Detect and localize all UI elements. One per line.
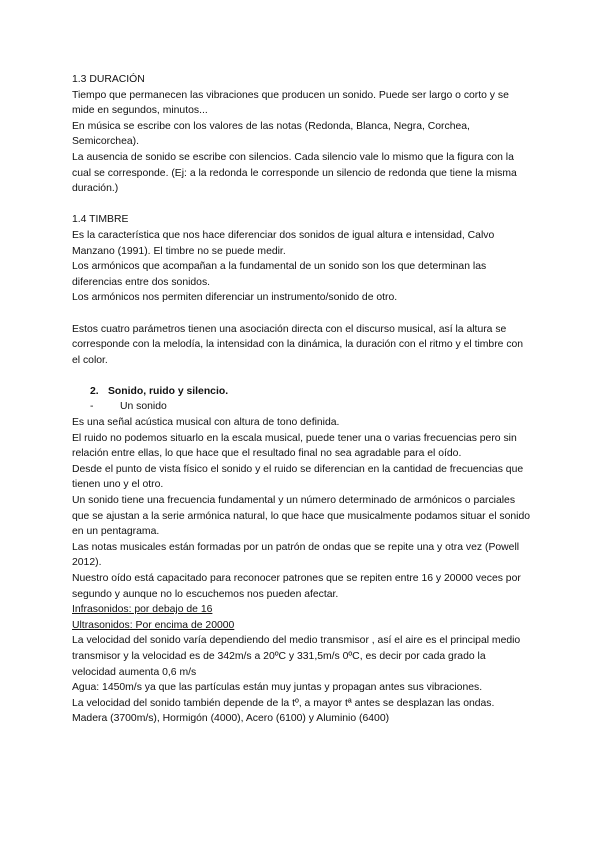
- paragraph: En música se escribe con los valores de las notas (Redonda, Blanca, Negra, Corchea, Semicorchea).: [72, 120, 470, 148]
- paragraph: El ruido no podemos situarlo en la escala musical, puede tener una o varias frecuencias pero sin relación entre ellas, lo que hace que el resultado final no sea agradable para el oído.: [72, 432, 517, 460]
- paragraph: La ausencia de sonido se escribe con silencios. Cada silencio vale lo mismo que la figura con la cual se corresponde. (Ej: a la redonda le corresponde un silencio de redonda que tiene la misma duración.): [72, 151, 517, 195]
- paragraph: Tiempo que permanecen las vibraciones que producen un sonido. Puede ser largo o corto y se mide en segundos, minutos...: [72, 89, 509, 117]
- paragraph: Es una señal acústica musical con altura de tono definida.: [72, 417, 340, 429]
- bullet-dash: -: [90, 401, 94, 413]
- paragraph: Agua: 1450m/s ya que las partículas están muy juntas y propagan antes sus vibraciones.: [72, 682, 483, 694]
- paragraph: Nuestro oído está capacitado para reconocer patrones que se repiten entre 16 y 20000 veces por segundo y aunque no lo escuchemos nos pueden afectar.: [72, 573, 521, 600]
- section-1-4-title: 1.4 TIMBRE: [72, 214, 129, 226]
- summary-paragraph: Estos cuatro parámetros tienen una asociación directa con el discurso musical, así la altura se corresponde con la melodía, la intensidad con la dinámica, la duración con el ritmo y el timbre con el color.: [72, 323, 524, 366]
- paragraph: Los armónicos nos permiten diferenciar un instrumento/sonido de otro.: [72, 292, 398, 304]
- spacer: [72, 368, 532, 384]
- section-1-3-title: 1.3 DURACIÓN: [72, 74, 145, 85]
- paragraph: Desde el punto de vista físico el sonido y el ruido se diferencian en la cantidad de frecuencias que tienen uno y el otro.: [72, 463, 524, 491]
- paragraph: Los armónicos que acompañan a la fundamental de un sonido son los que determinan las diferencias entre dos sonidos.: [72, 261, 487, 288]
- paragraph: Un sonido tiene una frecuencia fundamental y un número determinado de armónicos o parciales que se ajustan a la serie armónica natural, lo que hace que musicalmente podamos situar el sonido en un pentagrama.: [72, 495, 531, 538]
- bullet-text: Un sonido: [120, 401, 167, 413]
- paragraph: Madera (3700m/s), Hormigón (4000), Acero (6100) y Aluminio (6400): [72, 713, 390, 725]
- paragraph: La velocidad del sonido varía dependiendo del medio transmisor , así el aire es el principal medio transmisor y la velocidad es de 342m/s a 20ºC y 331,5m/s 0ºC, es decir por cada grado la velocidad aumenta 0,6 m/s: [72, 635, 521, 678]
- spacer: [72, 197, 532, 213]
- paragraph: Es la característica que nos hace diferenciar dos sonidos de igual altura e intensidad, Calvo Manzano (1991). El timbre no se puede medir.: [72, 229, 495, 257]
- bullet-item: [72, 399, 532, 415]
- document-body: [72, 72, 532, 727]
- infrasonidos-line: Infrasonidos: por debajo de 16: [72, 604, 213, 616]
- section-2-heading: [72, 384, 532, 400]
- paragraph: La velocidad del sonido también depende de la tº, a mayor tª antes se desplazan las ondas.: [72, 697, 495, 709]
- section-2-number: 2.: [90, 385, 99, 397]
- ultrasonidos-line: Ultrasonidos: Por encima de 20000: [72, 619, 235, 631]
- spacer: [72, 306, 532, 322]
- section-2-title: Sonido, ruido y silencio.: [108, 385, 229, 397]
- paragraph: Las notas musicales están formadas por un patrón de ondas que se repite una y otra vez (Powell 2012).: [72, 541, 520, 569]
